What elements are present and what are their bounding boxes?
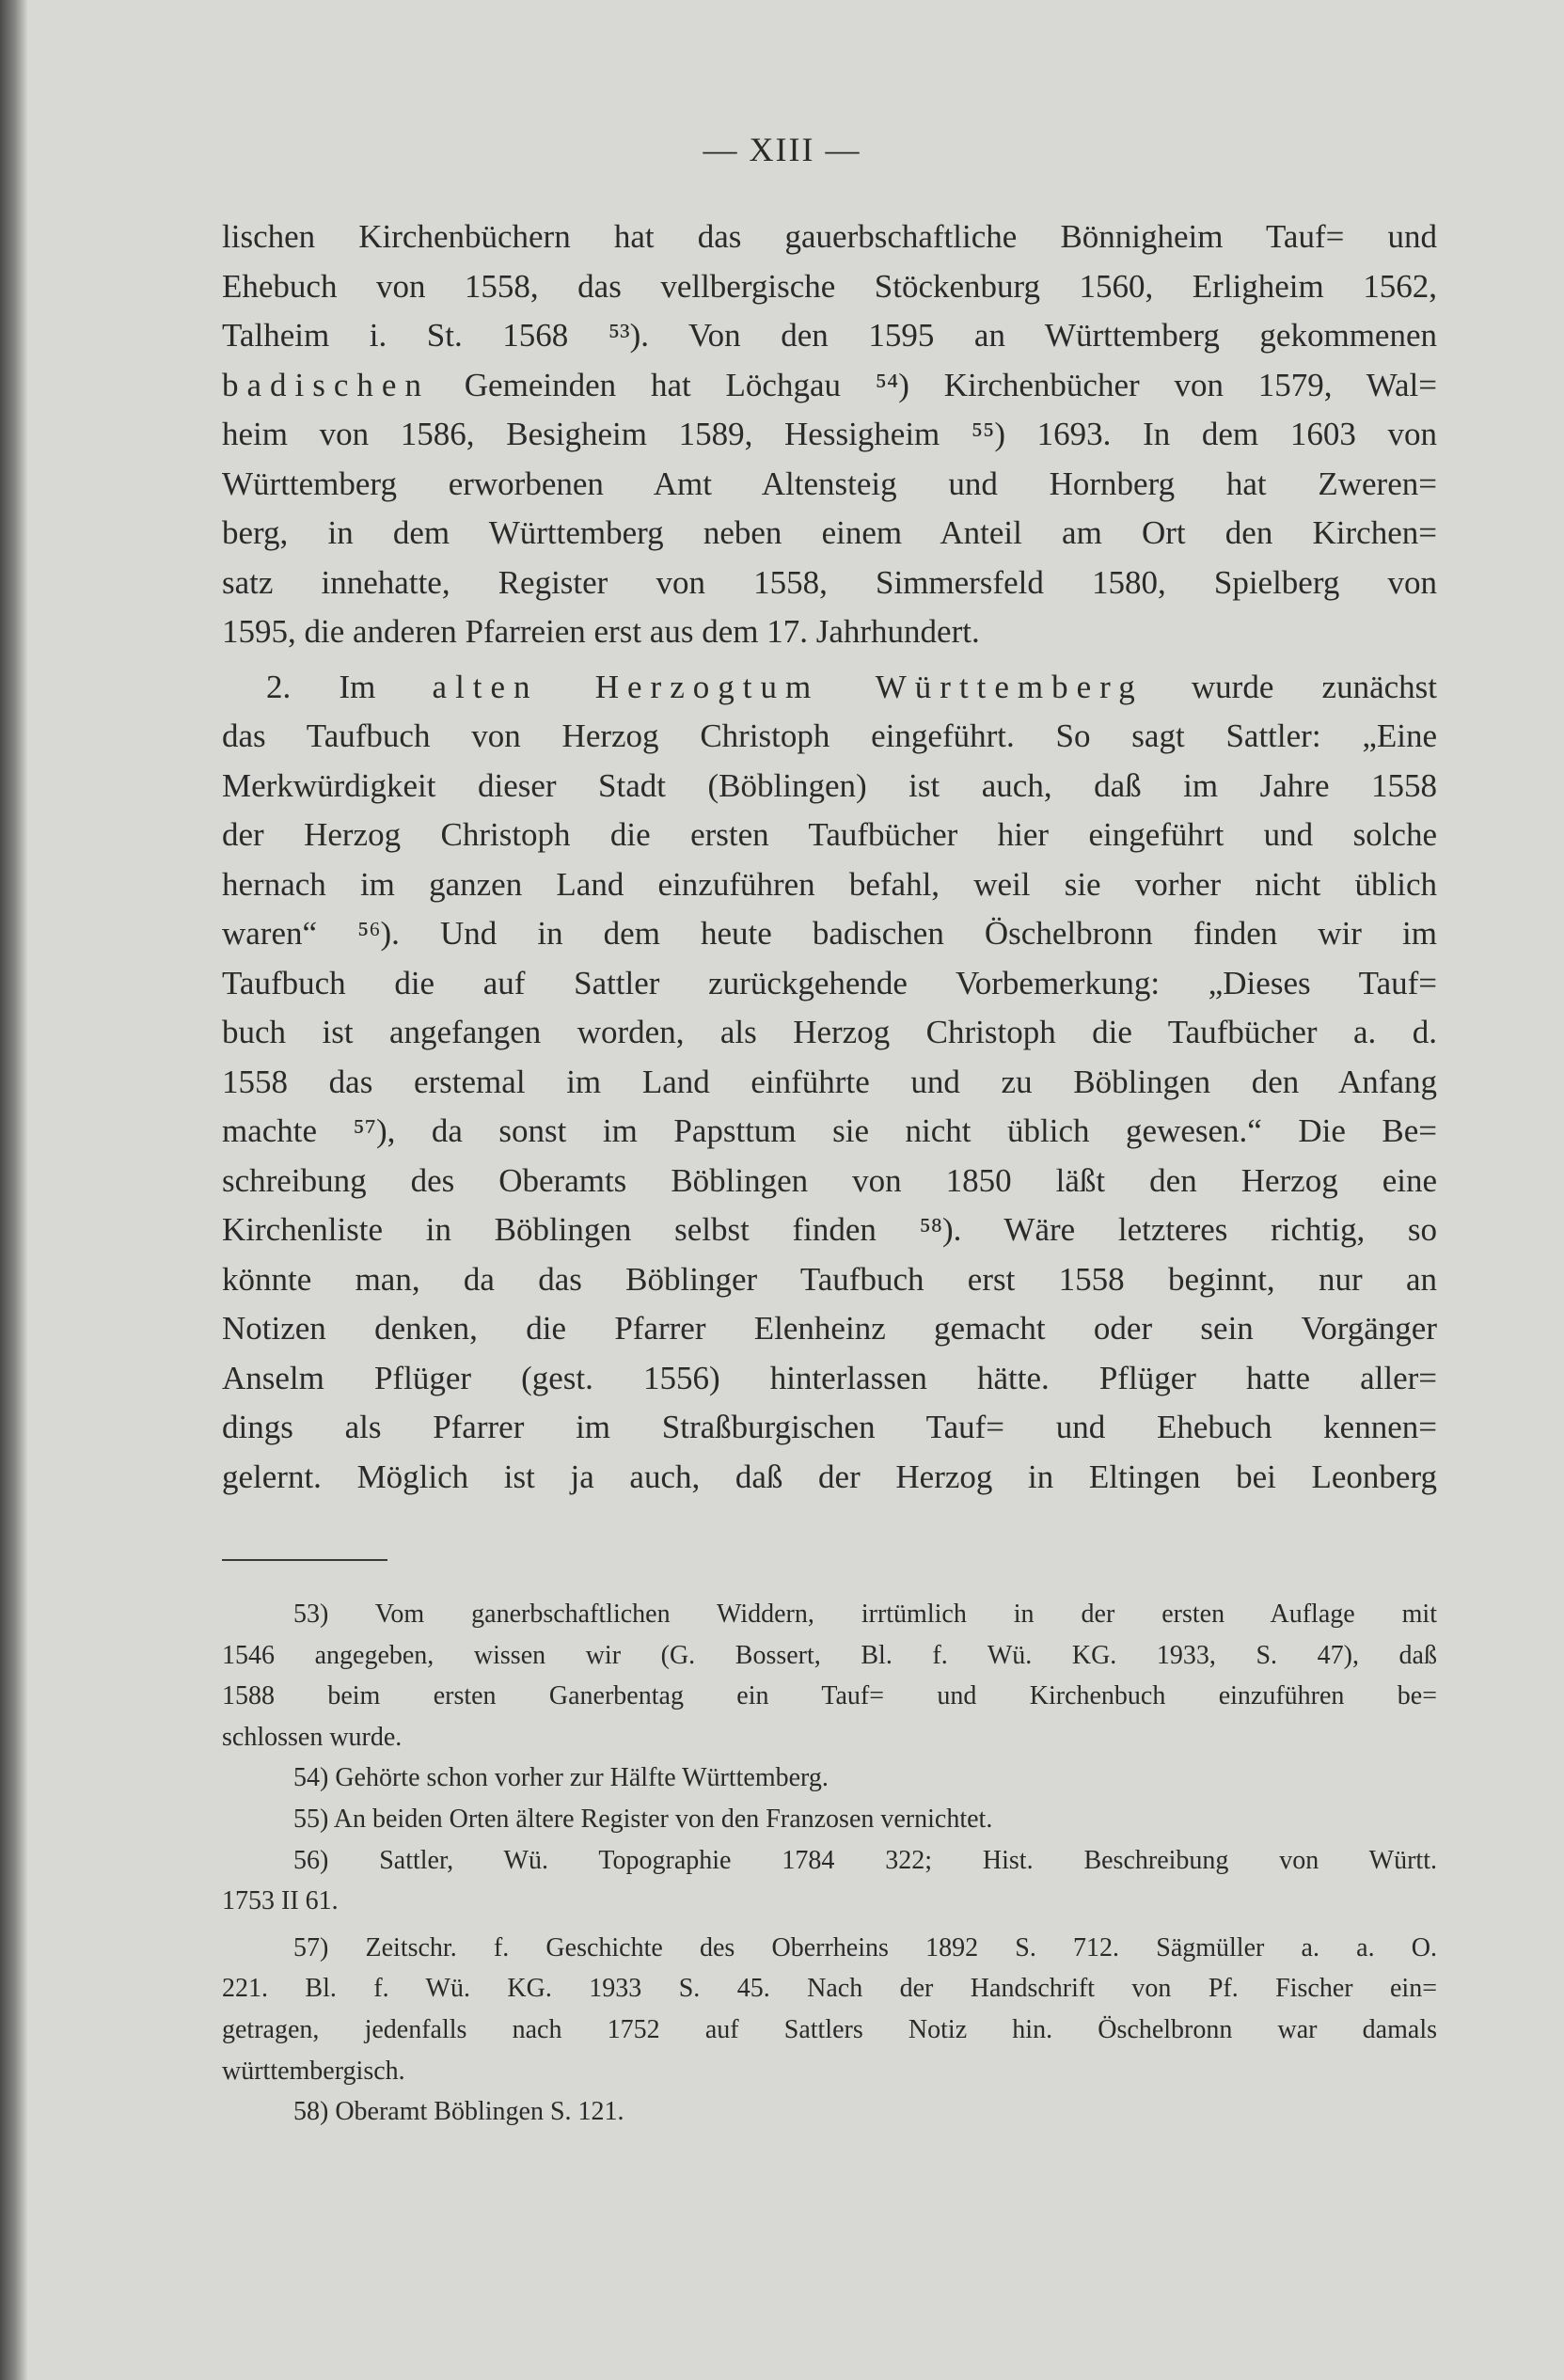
text-line: 1558 das erstemal im Land einführte und zu Böblingen den Anfang bbox=[222, 1063, 1437, 1100]
text-line: buch ist angefangen worden, als Herzog Christoph die Taufbücher a. d. bbox=[222, 1014, 1437, 1050]
text-line: heim von 1586, Besigheim 1589, Hessigheim ⁵⁵) 1693. In dem 1603 von bbox=[222, 416, 1437, 452]
page-binding-edge bbox=[0, 0, 28, 2380]
text-line: könnte man, da das Böblinger Taufbuch erst 1558 beginnt, nur an bbox=[222, 1260, 1437, 1298]
emphasized-text: alten Herzogtum Württemberg bbox=[375, 668, 1144, 705]
footnote-line: 1588 beim ersten Ganerbentag ein Tauf= und Kirchenbuch einzuführen be= bbox=[222, 1681, 1437, 1711]
text-line: berg, in dem Württemberg neben einem Anteil am Ort den Kirchen= bbox=[222, 514, 1437, 551]
text-line: Taufbuch die auf Sattler zurückgehende Vorbemerkung: „Dieses Tauf= bbox=[222, 964, 1437, 1001]
emphasized-text: badischen bbox=[222, 366, 430, 403]
footnote-separator bbox=[222, 1559, 387, 1561]
footnote-line: 221. Bl. f. Wü. KG. 1933 S. 45. Nach der Handschrift von Pf. Fischer ein= bbox=[222, 1974, 1437, 2004]
text-line: schreibung des Oberamts Böblingen von 1850 läßt den Herzog eine bbox=[222, 1161, 1437, 1199]
text-line: Ehebuch von 1558, das vellbergische Stöckenburg 1560, Erligheim 1562, bbox=[222, 267, 1437, 305]
footnote-line: 53) Vom ganerbschaftlichen Widdern, irrtümlich in der ersten Auflage mit bbox=[293, 1600, 1437, 1629]
text-line: Anselm Pflüger (gest. 1556) hinterlassen hätte. Pflüger hatte aller= bbox=[222, 1359, 1437, 1396]
page-number: — XIII — bbox=[703, 131, 861, 168]
footnote-line: 56) Sattler, Wü. Topographie 1784 322; Hist. Beschreibung von Württ. bbox=[293, 1845, 1437, 1875]
text-line: Kirchenliste in Böblingen selbst finden ⁵⁸). Wäre letzteres richtig, so bbox=[222, 1211, 1437, 1248]
text-line bbox=[222, 663, 1437, 712]
text-line: machte ⁵⁷), da sonst im Papsttum sie nicht üblich gewesen.“ Die Be= bbox=[222, 1112, 1437, 1149]
footnote-line: 1753 II 61. bbox=[222, 1886, 339, 1916]
footnote-line: 58) Oberamt Böblingen S. 121. bbox=[293, 2097, 624, 2127]
text-line: dings als Pfarrer im Straßburgischen Tauf= und Ehebuch kennen= bbox=[222, 1409, 1437, 1445]
text-line: gelernt. Möglich ist ja auch, daß der Herzog in Eltingen bei Leonberg bbox=[222, 1458, 1437, 1495]
text-line: 1595, die anderen Pfarreien erst aus dem 17. Jahrhundert. bbox=[222, 613, 980, 650]
text-line: waren“ ⁵⁶). Und in dem heute badischen Öschelbronn finden wir im bbox=[222, 915, 1437, 952]
text-line: das Taufbuch von Herzog Christoph eingeführt. So sagt Sattler: „Eine bbox=[222, 717, 1437, 754]
text-line: lischen Kirchenbüchern hat das gauerbschaftliche Bönnigheim Tauf= und bbox=[222, 218, 1437, 255]
text-line bbox=[222, 361, 1437, 410]
footnote-line: 57) Zeitschr. f. Geschichte des Oberrheins 1892 S. 712. Sägmüller a. a. O. bbox=[293, 1932, 1437, 1962]
footnote-line: 1546 angegeben, wissen wir (G. Bossert, Bl. f. Wü. KG. 1933, S. 47), daß bbox=[222, 1640, 1437, 1670]
footnote-line: 55) An beiden Orten ältere Register von den Franzosen vernichtet. bbox=[293, 1805, 993, 1834]
text-line: Merkwürdigkeit dieser Stadt (Böblingen) ist auch, daß im Jahre 1558 bbox=[222, 766, 1437, 804]
text-segment: 2. bbox=[266, 668, 340, 705]
text-line: Württemberg erworbenen Amt Altensteig und Hornberg hat Zweren= bbox=[222, 465, 1437, 502]
text-line: satz innehatte, Register von 1558, Simmersfeld 1580, Spielberg von bbox=[222, 563, 1437, 601]
text-segment: Gemeinden hat Löchgau ⁵⁴) Kirchenbücher von 1579, Wal= bbox=[429, 366, 1437, 403]
text-line: Notizen denken, die Pfarrer Elenheinz gemacht oder sein Vorgänger bbox=[222, 1310, 1437, 1347]
footnote-line: 54) Gehörte schon vorher zur Hälfte Württemberg. bbox=[293, 1763, 829, 1793]
footnote-line: württembergisch. bbox=[222, 2056, 405, 2086]
text-segment: Im bbox=[339, 668, 376, 705]
footnote-line: schlossen wurde. bbox=[222, 1722, 403, 1752]
text-segment: wurde zunächst bbox=[1143, 668, 1437, 705]
text-line: der Herzog Christoph die ersten Taufbücher hier eingeführt und solche bbox=[222, 816, 1437, 853]
text-line: Talheim i. St. 1568 ⁵³). Von den 1595 an Württemberg gekommenen bbox=[222, 317, 1437, 354]
text-line: hernach im ganzen Land einzuführen befahl, weil sie vorher nicht üblich bbox=[222, 865, 1437, 903]
footnote-line: getragen, jedenfalls nach 1752 auf Sattlers Notiz hin. Öschelbronn war damals bbox=[222, 2015, 1437, 2044]
